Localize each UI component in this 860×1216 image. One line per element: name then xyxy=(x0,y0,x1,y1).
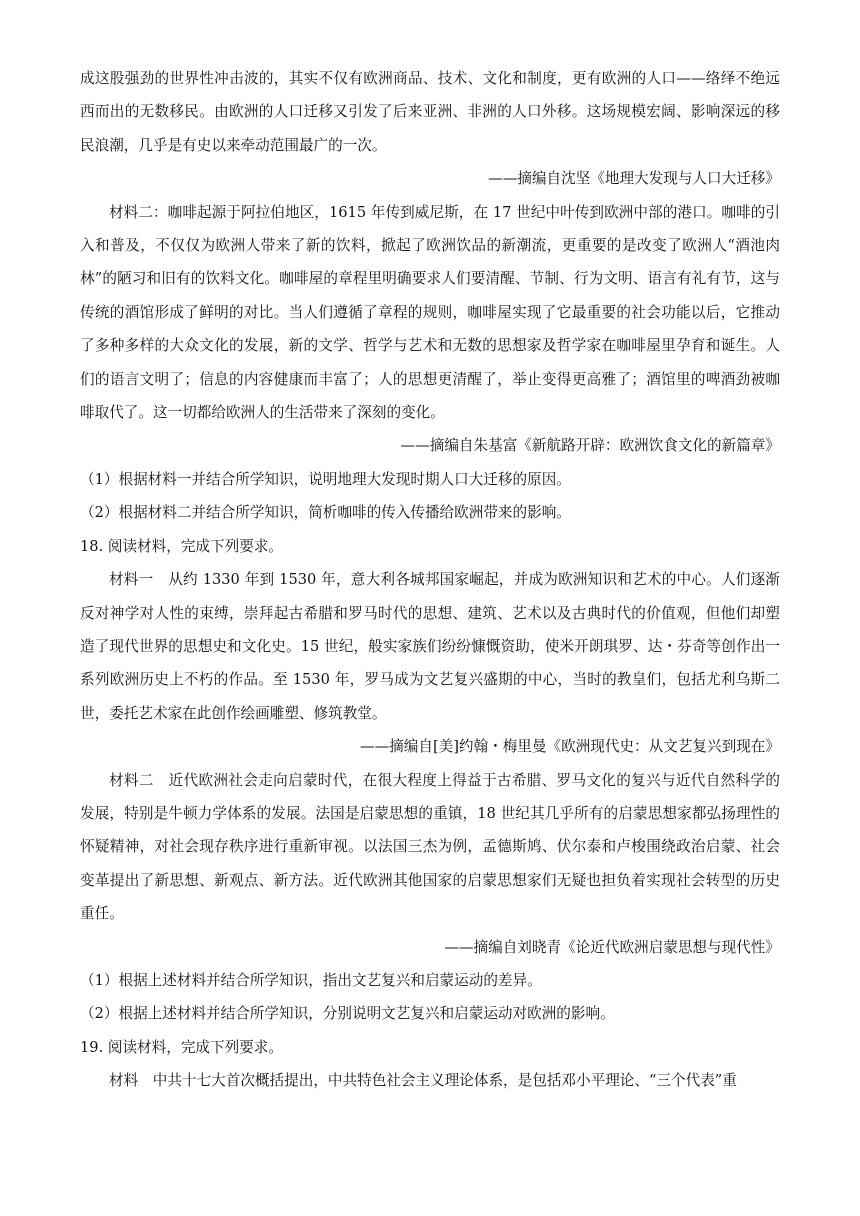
question-18-part-2: （2）根据上述材料并结合所学知识，分别说明文艺复兴和启蒙运动对欧洲的影响。 xyxy=(80,1005,615,1023)
question-17-part-2: （2）根据材料二并结合所学知识，简析咖啡的传入传播给欧洲带来的影响。 xyxy=(80,504,571,522)
material-two: 材料二：咖啡起源于阿拉伯地区，1615 年传到威尼斯，在 17 世纪中叶传到欧洲中部的港口。咖啡的引入和普及，不仅仅为欧洲人带来了新的饮料，掀起了欧洲饮品的新潮流，更重要的是改变了欧洲人“酒池肉林”的陋习和旧有的饮料文化。咖啡屋的章程里明确要求人们要清醒、节制、行为文明、语言有礼有节，这与传统的酒馆形成了鲜明的对比。当人们遵循了章程的规则，咖啡屋实现了它最重要的社会功能以后，它推动了多种多样的大众文化的发展，新的文学、哲学与艺术和无数的思想家及哲学家在咖啡屋里孕育和诞生。人们的语言文明了；信息的内容健康而丰富了；人的思想更清醒了，举止变得更高雅了；酒馆里的啤酒劲被咖啡取代了。这一切都给欧洲人的生活带来了深刻的变化。 xyxy=(80,203,780,422)
question-18-part-1: （1）根据上述材料并结合所学知识，指出文艺复兴和启蒙运动的差异。 xyxy=(80,971,542,989)
question-18-material-one-source: ——摘编自[美]约翰・梅里曼《欧洲现代史：从文艺复兴到现在》 xyxy=(359,738,780,756)
material-two-source: ——摘编自朱基富《新航路开辟：欧洲饮食文化的新篇章》 xyxy=(400,437,780,455)
document-page xyxy=(80,62,780,1098)
material-one-continuation: 成这股强劲的世界性冲击波的，其实不仅有欧洲商品、技术、文化和制度，更有欧洲的人口——络绎不绝远西而出的无数移民。由欧洲的人口迁移又引发了后来亚洲、非洲的人口外移。这场规模宏阔、影响深远的移民浪潮，几乎是有史以来牵动范围最广的一次。 xyxy=(80,70,780,154)
question-19-material: 材料 中共十七大首次概括提出，中共特色社会主义理论体系，是包括邓小平理论、“三个代表”重 xyxy=(109,1072,737,1090)
question-18-heading: 18. 阅读材料，完成下列要求。 xyxy=(80,537,283,555)
question-18-material-one: 材料一 从约 1330 年到 1530 年，意大利各城邦国家崛起，并成为欧洲知识和艺术的中心。人们逐渐反对神学对人性的束缚，崇拜起古希腊和罗马时代的思想、建筑、艺术以及古典时代的价值观，但他们却塑造了现代世界的思想史和文化史。15 世纪，般实家族们纷纷慷慨资助，使米开朗琪罗、达・芬奇等创作出一系列欧洲历史上不朽的作品。至 1530 年，罗马成为文艺复兴盛期的中心，当时的教皇们，包括尤利乌斯二世，委托艺术家在此创作绘画雕塑、修筑教堂。 xyxy=(80,571,780,722)
question-19-heading: 19. 阅读材料，完成下列要求。 xyxy=(80,1038,283,1056)
question-17-part-1: （1）根据材料一并结合所学知识，说明地理大发现时期人口大迁移的原因。 xyxy=(80,470,571,488)
material-one-source: ——摘编自沈坚《地理大发现与人口大迁移》 xyxy=(488,170,780,188)
question-18-material-two-source: ——摘编自刘晓青《论近代欧洲启蒙思想与现代性》 xyxy=(444,938,780,956)
question-18-material-two: 材料二 近代欧洲社会走向启蒙时代，在很大程度上得益于古希腊、罗马文化的复兴与近代自然科学的发展，特别是牛顿力学体系的发展。法国是启蒙思想的重镇，18 世纪其几乎所有的启蒙思想家都弘扬理性的怀疑精神，对社会现存秩序进行重新审视。以法国三杰为例，孟德斯鸠、伏尔泰和卢梭围绕政治启蒙、社会变革提出了新思想、新观点、新方法。近代欧洲其他国家的启蒙思想家们无疑也担负着实现社会转型的历史重任。 xyxy=(80,771,780,923)
